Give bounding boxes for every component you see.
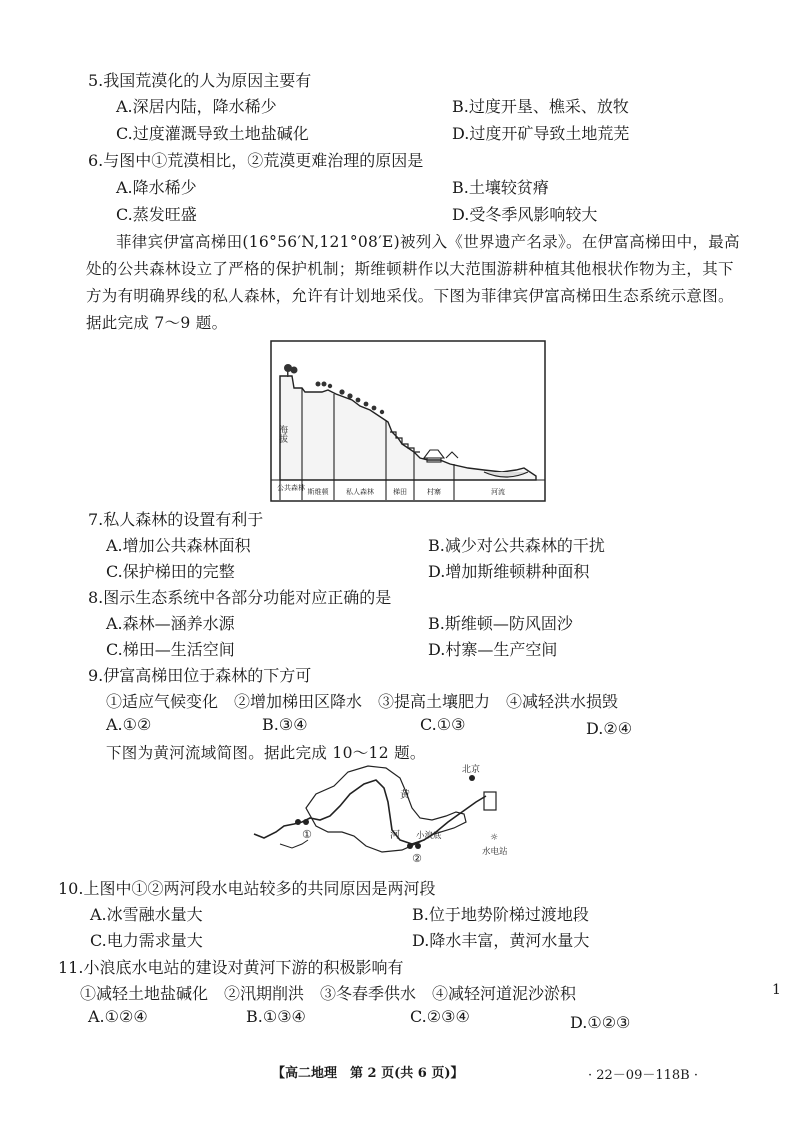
terrace-ecosystem-figure (270, 340, 546, 502)
marker-1: ① (302, 828, 312, 841)
yellow-river-map (250, 758, 550, 870)
zone-label-public-forest: 公共森林 (277, 484, 305, 492)
q6-option-a: A.降水稀少 (116, 178, 197, 197)
beijing-point (469, 775, 475, 781)
zone-label-village: 村寨 (427, 488, 441, 496)
basin-outline (306, 766, 466, 852)
q9-option-d: D.②④ (586, 719, 633, 738)
q5-option-a: A.深居内陆，降水稀少 (116, 97, 277, 116)
q8-option-d: D.村寨—生产空间 (428, 640, 558, 659)
q7-option-b: B.减少对公共森林的干扰 (428, 536, 605, 555)
page-footer: 【高二地理 第 2 页(共 6 页)】 (272, 1066, 464, 1081)
zone-label-private-forest: 私人森林 (346, 488, 374, 496)
label-huang: 黄 (400, 790, 410, 801)
q6-option-c: C.蒸发旺盛 (116, 205, 197, 224)
q9-option-a: A.①② (106, 715, 152, 734)
q10-option-b: B.位于地势阶梯过渡地段 (412, 905, 589, 924)
q8-option-b: B.斯维顿—防风固沙 (428, 614, 573, 633)
passage2: 下图为黄河流域简图。据此完成 10～12 题。 (106, 744, 426, 762)
label-power-symbol: ☼ (490, 833, 499, 843)
q6-option-b: B.土壤较贫瘠 (452, 178, 549, 197)
q10-stem: 10.上图中①②两河段水电站较多的共同原因是两河段 (58, 879, 436, 898)
label-xiaolangdi: 小浪底 (416, 831, 442, 841)
passage1-line3: 方为有明确界线的私人森林，允许有计划地采伐。下图为菲律宾伊富高梯田生态系统示意图。 (86, 287, 734, 305)
q6-option-d: D.受冬季风影响较大 (452, 205, 598, 224)
q10-option-d: D.降水丰富，黄河水量大 (412, 931, 590, 950)
label-beijing: 北京 (462, 765, 481, 775)
passage1-line1: 菲律宾伊富高梯田(16°56′N,121°08′E)被列入《世界遗产名录》。在伊富高梯田中，最高 (116, 233, 740, 251)
q8-option-c: C.梯田—生活空间 (106, 640, 235, 659)
q9-option-c: C.①③ (420, 715, 466, 734)
q5-stem: 5.我国荒漠化的人为原因主要有 (88, 71, 312, 90)
y-axis-label-1: 海拔 (277, 425, 287, 443)
q9-option-b: B.③④ (262, 715, 308, 734)
marker-2: ② (412, 852, 422, 865)
q6-stem: 6.与图中①荒漠相比，②荒漠更难治理的原因是 (88, 151, 424, 170)
q5-option-b: B.过度开垦、樵采、放牧 (452, 97, 629, 116)
power-station-icon (295, 819, 421, 849)
q5-option-d: D.过度开矿导致土地荒芜 (452, 124, 630, 143)
q11-option-d: D.①②③ (570, 1013, 631, 1032)
q11-option-c: C.②③④ (410, 1007, 470, 1026)
q7-stem: 7.私人森林的设置有利于 (88, 510, 264, 529)
zone-label-river: 河流 (491, 488, 505, 496)
q10-option-a: A.冰雪融水量大 (90, 905, 203, 924)
yellow-river-line (254, 780, 486, 844)
label-hydropower: 水电站 (482, 847, 508, 857)
zone-label-terrace: 梯田 (393, 488, 407, 496)
q10-option-c: C.电力需求量大 (90, 931, 203, 950)
q8-stem: 8.图示生态系统中各部分功能对应正确的是 (88, 588, 392, 607)
passage1-line2: 处的公共森林设立了严格的保护机制；斯维顿耕作以大范围游耕种植其他根状作物为主，其下 (86, 260, 734, 278)
margin-mark: 1 (772, 982, 781, 998)
exam-code: · 22－09－118B · (588, 1068, 698, 1083)
label-he: 河 (390, 830, 400, 841)
q11-items: ①减轻土地盐碱化 ②汛期削洪 ③冬春季供水 ④减轻河道泥沙淤积 (80, 984, 577, 1003)
q7-option-d: D.增加斯维顿耕种面积 (428, 562, 590, 581)
q11-stem: 11.小浪底水电站的建设对黄河下游的积极影响有 (58, 958, 404, 977)
q11-option-b: B.①③④ (246, 1007, 306, 1026)
tributary-line (280, 840, 308, 848)
passage1-line4: 据此完成 7～9 题。 (86, 314, 228, 332)
q7-option-a: A.增加公共森林面积 (106, 536, 251, 555)
q11-option-a: A.①②④ (88, 1007, 148, 1026)
q9-items: ①适应气候变化 ②增加梯田区降水 ③提高土壤肥力 ④减轻洪水损毁 (106, 692, 619, 711)
q8-option-a: A.森林—涵养水源 (106, 614, 235, 633)
q5-option-c: C.过度灌溉导致土地盐碱化 (116, 124, 309, 143)
q7-option-c: C.保护梯田的完整 (106, 562, 235, 581)
q9-stem: 9.伊富高梯田位于森林的下方可 (88, 666, 312, 685)
zone-label-swidden: 斯维顿 (307, 488, 329, 496)
legend-box (484, 792, 496, 810)
